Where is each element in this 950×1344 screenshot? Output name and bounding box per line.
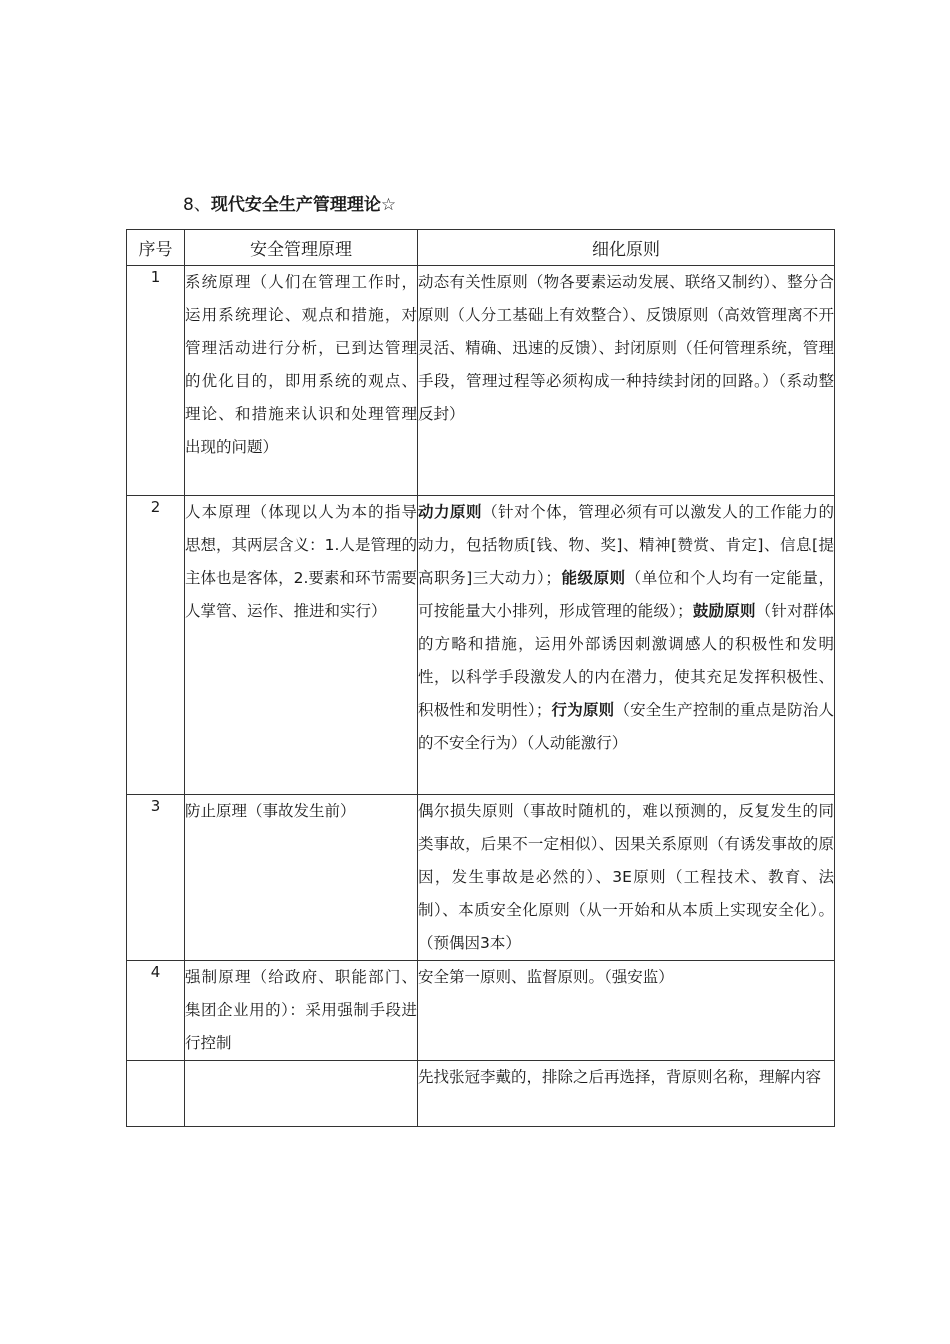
detail-cell: 安全第一原则、监督原则。（强安监） — [418, 961, 835, 1061]
energy-level-principle-text: （单位和个人均有一定能量，可按能量大小排列，形成管理的能级）； — [418, 569, 834, 620]
table-row — [127, 496, 835, 795]
principle-cell: 强制原理（给政府、职能部门、集团企业用的）：采用强制手段进行控制 — [185, 961, 418, 1061]
principles-table — [126, 229, 835, 1127]
dynamic-principle-text: （针对个体，管理必须有可以激发人的工作能力的动力，包括物质[钱、物、奖]、精神[赞赏、肯定]、信息[提高职务]三大动力）； — [418, 503, 834, 587]
detail-cell: 动态有关性原则（物各要素运动发展、联络又制约）、整分合原则（人分工基础上有效整合）、反馈原则（高效管理离不开灵活、精确、迅速的反馈）、封闭原则（任何管理系统，管理手段，管理过程等必须构成一种持续封闭的回路。）（系动整反封） — [418, 266, 835, 496]
row-number: 4 — [127, 961, 185, 1061]
section-title: 现代安全生产管理理论 — [210, 195, 381, 215]
header-detail: 细化原则 — [418, 230, 835, 266]
dynamic-principle-label: 动力原则 — [418, 503, 483, 521]
energy-level-principle-label: 能级原则 — [560, 569, 626, 587]
principle-cell — [185, 1061, 418, 1127]
detail-cell: 偶尔损失原则（事故时随机的，难以预测的，反复发生的同类事故，后果不一定相似）、因果关系原则（有诱发事故的原因，发生事故是必然的）、3E原则（工程技术、教育、法制）、本质安全化原则（从一开始和从本质上实现安全化）。（预偶因3本） — [418, 795, 835, 961]
detail-cell — [418, 496, 835, 795]
encouragement-principle-label: 鼓励原则 — [692, 602, 756, 620]
behavior-principle-label: 行为原则 — [551, 701, 615, 719]
table-row — [127, 1061, 835, 1127]
table-row — [127, 961, 835, 1061]
behavior-principle-text: （安全生产控制的重点是防治人的不安全行为）（人动能激行） — [418, 701, 834, 752]
table-row — [127, 795, 835, 961]
row-number: 1 — [127, 266, 185, 496]
principle-cell: 系统原理（人们在管理工作时，运用系统理论、观点和措施，对管理活动进行分析，已到达管理的优化目的，即用系统的观点、理论、和措施来认识和处理管理出现的问题） — [185, 266, 418, 496]
principle-cell: 人本原理（体现以人为本的指导思想，其两层含义：1.人是管理的主体也是客体，2.要素和环节需要人掌管、运作、推进和实行） — [185, 496, 418, 795]
star-icon: ☆ — [380, 195, 397, 215]
principle-cell: 防止原理（事故发生前） — [185, 795, 418, 961]
tip-cell: 先找张冠李戴的，排除之后再选择，背原则名称，理解内容 — [418, 1061, 835, 1127]
section-number: 8、 — [183, 195, 211, 215]
encouragement-principle-text: （针对群体的方略和措施，运用外部诱因刺激调感人的积极性和发明性，以科学手段激发人的内在潜力，使其充足发挥积极性、积极性和发明性）； — [418, 602, 834, 719]
header-no: 序号 — [127, 230, 185, 266]
row-number: 3 — [127, 795, 185, 961]
section-heading — [183, 192, 396, 218]
header-principle: 安全管理原理 — [185, 230, 418, 266]
table-row — [127, 266, 835, 496]
row-number: 2 — [127, 496, 185, 795]
table-header-row — [127, 230, 835, 266]
row-number — [127, 1061, 185, 1127]
